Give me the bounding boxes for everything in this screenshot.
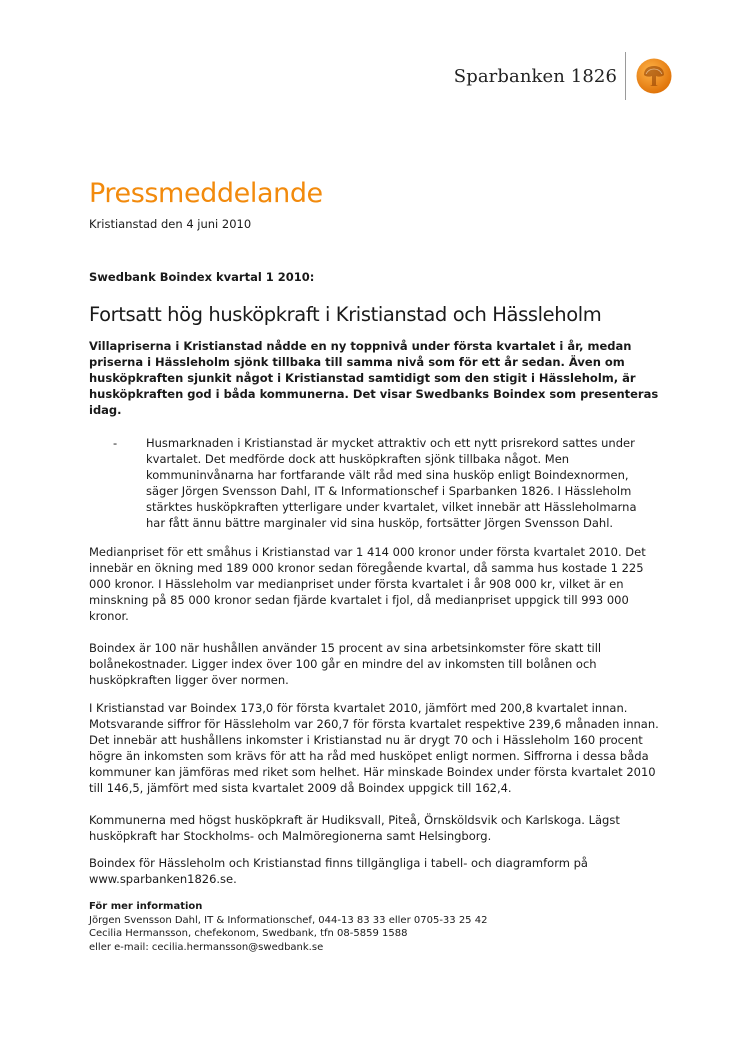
logo-divider: [625, 52, 626, 100]
sparbanken-logo: [454, 52, 672, 100]
oak-tree-icon: [636, 58, 672, 94]
lead-paragraph: Villapriserna i Kristianstad nådde en ny toppnivå under första kvartalet i år, medan priserna i Hässleholm sjönk tillbaka till samma nivå som för ett år sedan. Även om husköpkraften sjunkit något i Kristianstad samtidigt som den stigit i Hässleholm, är husköpkraften god i båda kommunerna. Det visar Swedbanks Boindex som presenteras idag.: [89, 339, 659, 417]
list-bullet: -: [113, 436, 118, 450]
contact-line: eller e-mail: cecilia.hermansson@swedbank.se: [89, 941, 324, 953]
body-paragraph-municipalities: Kommunerna med högst husköpkraft är Hudiksvall, Piteå, Örnsköldsvik och Karlskoga. Lägst husköpkraft har Stockholms- och Malmöregionerna samt Helsingborg.: [89, 813, 620, 843]
contact-line: Jörgen Svensson Dahl, IT & Informationschef, 044-13 83 33 eller 0705-33 25 42: [89, 914, 488, 926]
contact-info: [89, 900, 487, 954]
body-paragraph-availability: Boindex för Hässleholm och Kristianstad finns tillgängliga i tabell- och diagramform på www.sparbanken1826.se.: [89, 856, 588, 886]
kicker: Swedbank Boindex kvartal 1 2010:: [89, 270, 315, 284]
logo-wordmark: Sparbanken 1826: [453, 65, 617, 87]
body-paragraph-boindex-figures: I Kristianstad var Boindex 173,0 för första kvartalet 2010, jämfört med 200,8 kvartalet innan. Motsvarande siffror för Hässleholm var 260,7 för första kvartalet respektive 239,6 månaden innan. Det innebär att hushållens inkomster i Kristianstad nu är drygt 70 och i Hässleholm 160 procent högre än inkomsten som krävs för att ha råd med husköpet enligt normen. Siffrorna i dessa båda kommuner kan jämföras med riket som helhet. Här minskade Boindex under första kvartalet 2010 till 146,5, jämfört med sista kvartalet 2009 då Boindex uppgick till 162,4.: [89, 701, 659, 795]
dateline: Kristianstad den 4 juni 2010: [89, 217, 252, 231]
quote-list-item: [89, 435, 649, 531]
headline: Fortsatt hög husköpkraft i Kristianstad och Hässleholm: [89, 303, 602, 326]
document-type-title: Pressmeddelande: [89, 178, 323, 209]
quote-text: Husmarknaden i Kristianstad är mycket attraktiv och ett nytt prisrekord sattes under kvartalet. Det medförde dock att husköpkraften sjönk tillbaka något. Men kommuninvånarna har fortfarande vält råd med sina husköp enligt Boindexnormen, säger Jörgen Svensson Dahl, IT & Informationschef i Sparbanken 1826. I Hässleholm stärktes husköpkraften ytterligare under kvartalet, vilket innebär att Hässleholmarna har fått ännu bättre marginaler vid sina husköp, fortsätter Jörgen Svensson Dahl.: [146, 436, 637, 530]
contact-title: För mer information: [89, 901, 203, 912]
body-paragraph-boindex-definition: Boindex är 100 när hushållen använder 15 procent av sina arbetsinkomster före skatt till bolånekostnader. Ligger index över 100 går en mindre del av inkomsten till bolånen och husköpkraften ligger över normen.: [89, 641, 602, 687]
body-paragraph-median-price: Medianpriset för ett småhus i Kristianstad var 1 414 000 kronor under första kvartalet 2010. Det innebär en ökning med 189 000 kronor sedan föregående kvartal, då samma hus kostade 1 225 000 kronor. I Hässleholm var medianpriset under första kvartalet i år 908 000 kr, vilket är en minskning på 85 000 kronor sedan fjärde kvartalet i fjol, då medianpriset uppgick till 993 000 kronor.: [89, 545, 646, 623]
contact-line: Cecilia Hermansson, chefekonom, Swedbank, tfn 08-5859 1588: [89, 928, 408, 939]
